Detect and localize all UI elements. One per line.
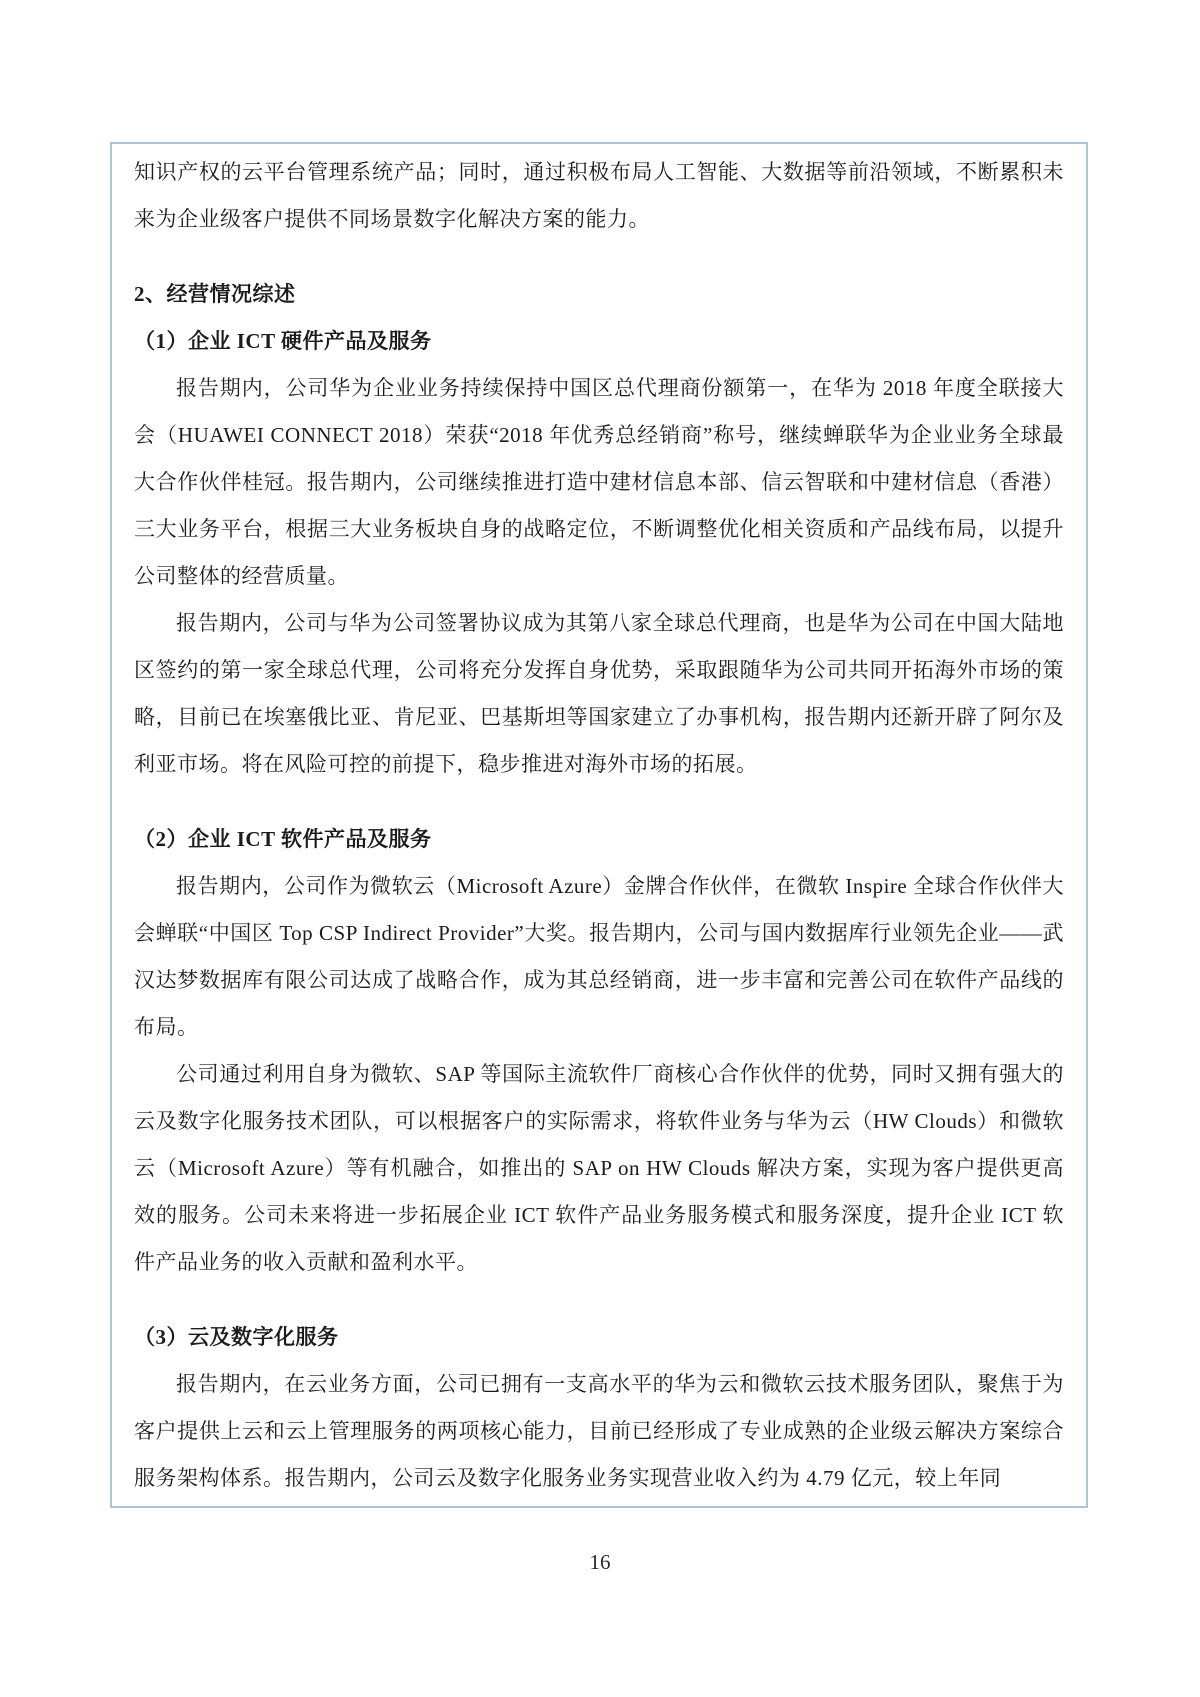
page-border-box — [110, 142, 1088, 1508]
paragraph-software-1: 报告期内，公司作为微软云（Microsoft Azure）金牌合作伙伴，在微软 Inspire 全球合作伙伴大会蝉联“中国区 Top CSP Indirect Provider”大奖。报告期内，公司与国内数据库行业领先企业——武汉达梦数据库有限公司达成了战略合作，成为其总经销商，进一步丰富和完善公司在软件产品线的布局。 — [134, 874, 1064, 1039]
paragraph-cloud-1: 报告期内，在云业务方面，公司已拥有一支高水平的华为云和微软云技术服务团队，聚焦于为客户提供上云和云上管理服务的两项核心能力，目前已经形成了专业成熟的企业级云解决方案综合服务架构体系。报告期内，公司云及数字化服务业务实现营业收入约为 4.79 亿元，较上年同 — [134, 1372, 1064, 1490]
paragraph-software-2: 公司通过利用自身为微软、SAP 等国际主流软件厂商核心合作伙伴的优势，同时又拥有强大的云及数字化服务技术团队，可以根据客户的实际需求，将软件业务与华为云（HW Clouds）和微软云（Microsoft Azure）等有机融合，如推出的 SAP on HW Clouds 解决方案，实现为客户提供更高效的服务。公司未来将进一步拓展企业 ICT 软件产品业务服务模式和服务深度，提升企业 ICT 软件产品业务的收入贡献和盈利水平。 — [134, 1062, 1064, 1274]
subsection-heading-ict-software: （2）企业 ICT 软件产品及服务 — [134, 827, 432, 851]
paragraph-hardware-1: 报告期内，公司华为企业业务持续保持中国区总代理商份额第一，在华为 2018 年度全联接大会（HUAWEI CONNECT 2018）荣获“2018 年优秀总经销商”称号，继续蝉联华为企业业务全球最大合作伙伴桂冠。报告期内，公司继续推进打造中建材信息本部、信云智联和中建材信息（香港）三大业务平台，根据三大业务板块自身的战略定位，不断调整优化相关资质和产品线布局，以提升公司整体的经营质量。 — [134, 376, 1064, 588]
subsection-heading-ict-hardware: （1）企业 ICT 硬件产品及服务 — [134, 329, 432, 353]
paragraph-hardware-2: 报告期内，公司与华为公司签署协议成为其第八家全球总代理商，也是华为公司在中国大陆地区签约的第一家全球总代理，公司将充分发挥自身优势，采取跟随华为公司共同开拓海外市场的策略，目前已在埃塞俄比亚、肯尼亚、巴基斯坦等国家建立了办事机构，报告期内还新开辟了阿尔及利亚市场。将在风险可控的前提下，稳步推进对海外市场的拓展。 — [134, 611, 1064, 776]
page-number: 16 — [589, 1550, 611, 1574]
paragraph-continuation: 知识产权的云平台管理系统产品；同时，通过积极布局人工智能、大数据等前沿领域，不断累积未来为企业级客户提供不同场景数字化解决方案的能力。 — [134, 160, 1064, 231]
subsection-heading-cloud-digital-services: （3）云及数字化服务 — [134, 1325, 339, 1349]
section-heading-operating-overview: 2、经营情况综述 — [134, 282, 296, 306]
